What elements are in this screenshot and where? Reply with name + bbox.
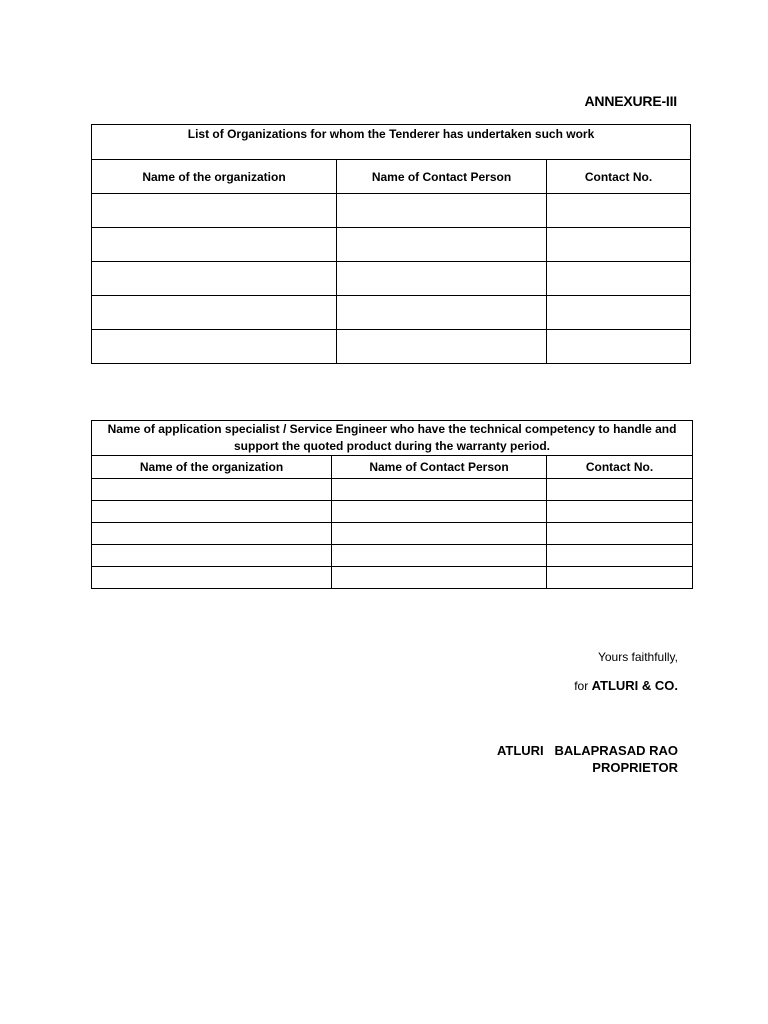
table-cell[interactable] [337, 330, 547, 364]
table-cell[interactable] [92, 194, 337, 228]
table-cell[interactable] [332, 545, 547, 567]
table-cell[interactable] [337, 194, 547, 228]
table-row [92, 501, 693, 523]
table-row [92, 330, 691, 364]
header-organization: Name of the organization [92, 160, 337, 194]
table-cell[interactable] [92, 523, 332, 545]
header-contact-no: Contact No. [547, 160, 691, 194]
table-cell[interactable] [547, 194, 691, 228]
signatory-name: ATLURI BALAPRASAD RAO [496, 743, 678, 758]
table-row [92, 262, 691, 296]
table-cell[interactable] [547, 262, 691, 296]
table-cell[interactable] [332, 567, 547, 589]
header-organization: Name of the organization [92, 456, 332, 479]
table-cell[interactable] [337, 228, 547, 262]
closing-yours-faithfully: Yours faithfully, [597, 650, 678, 664]
table-cell[interactable] [547, 545, 693, 567]
table-cell[interactable] [547, 228, 691, 262]
service-engineers-table [91, 420, 693, 589]
table-cell[interactable] [92, 330, 337, 364]
header-contact-person: Name of Contact Person [332, 456, 547, 479]
firm-name: ATLURI & CO. [591, 678, 678, 693]
table-cell[interactable] [92, 501, 332, 523]
organizations-table [91, 124, 691, 364]
table-cell[interactable] [332, 523, 547, 545]
table-cell[interactable] [92, 567, 332, 589]
for-prefix: for [574, 679, 589, 693]
table-cell[interactable] [332, 479, 547, 501]
table-cell[interactable] [92, 262, 337, 296]
table-cell[interactable] [337, 296, 547, 330]
table-row [92, 228, 691, 262]
table-cell[interactable] [547, 296, 691, 330]
header-contact-person: Name of Contact Person [337, 160, 547, 194]
table-cell[interactable] [547, 523, 693, 545]
table-cell[interactable] [547, 479, 693, 501]
table-cell[interactable] [92, 479, 332, 501]
signatory-title: PROPRIETOR [592, 760, 678, 775]
header-contact-no: Contact No. [547, 456, 693, 479]
table-row [92, 296, 691, 330]
table-cell[interactable] [337, 262, 547, 296]
table-cell[interactable] [332, 501, 547, 523]
table-row [92, 545, 693, 567]
table-row [92, 523, 693, 545]
organizations-table-caption: List of Organizations for whom the Tenderer has undertaken such work [92, 125, 691, 160]
annexure-label: ANNEXURE-III [584, 93, 677, 109]
table-row [92, 567, 693, 589]
table-cell[interactable] [92, 545, 332, 567]
table-cell[interactable] [92, 296, 337, 330]
table-row [92, 479, 693, 501]
closing-for-line [574, 678, 678, 693]
table-cell[interactable] [547, 330, 691, 364]
table-cell[interactable] [547, 501, 693, 523]
table-row [92, 194, 691, 228]
table-cell[interactable] [92, 228, 337, 262]
table-cell[interactable] [547, 567, 693, 589]
service-engineers-table-caption: Name of application specialist / Service Engineer who have the technical competency to handle and support the quoted product during the warranty period. [92, 421, 693, 456]
